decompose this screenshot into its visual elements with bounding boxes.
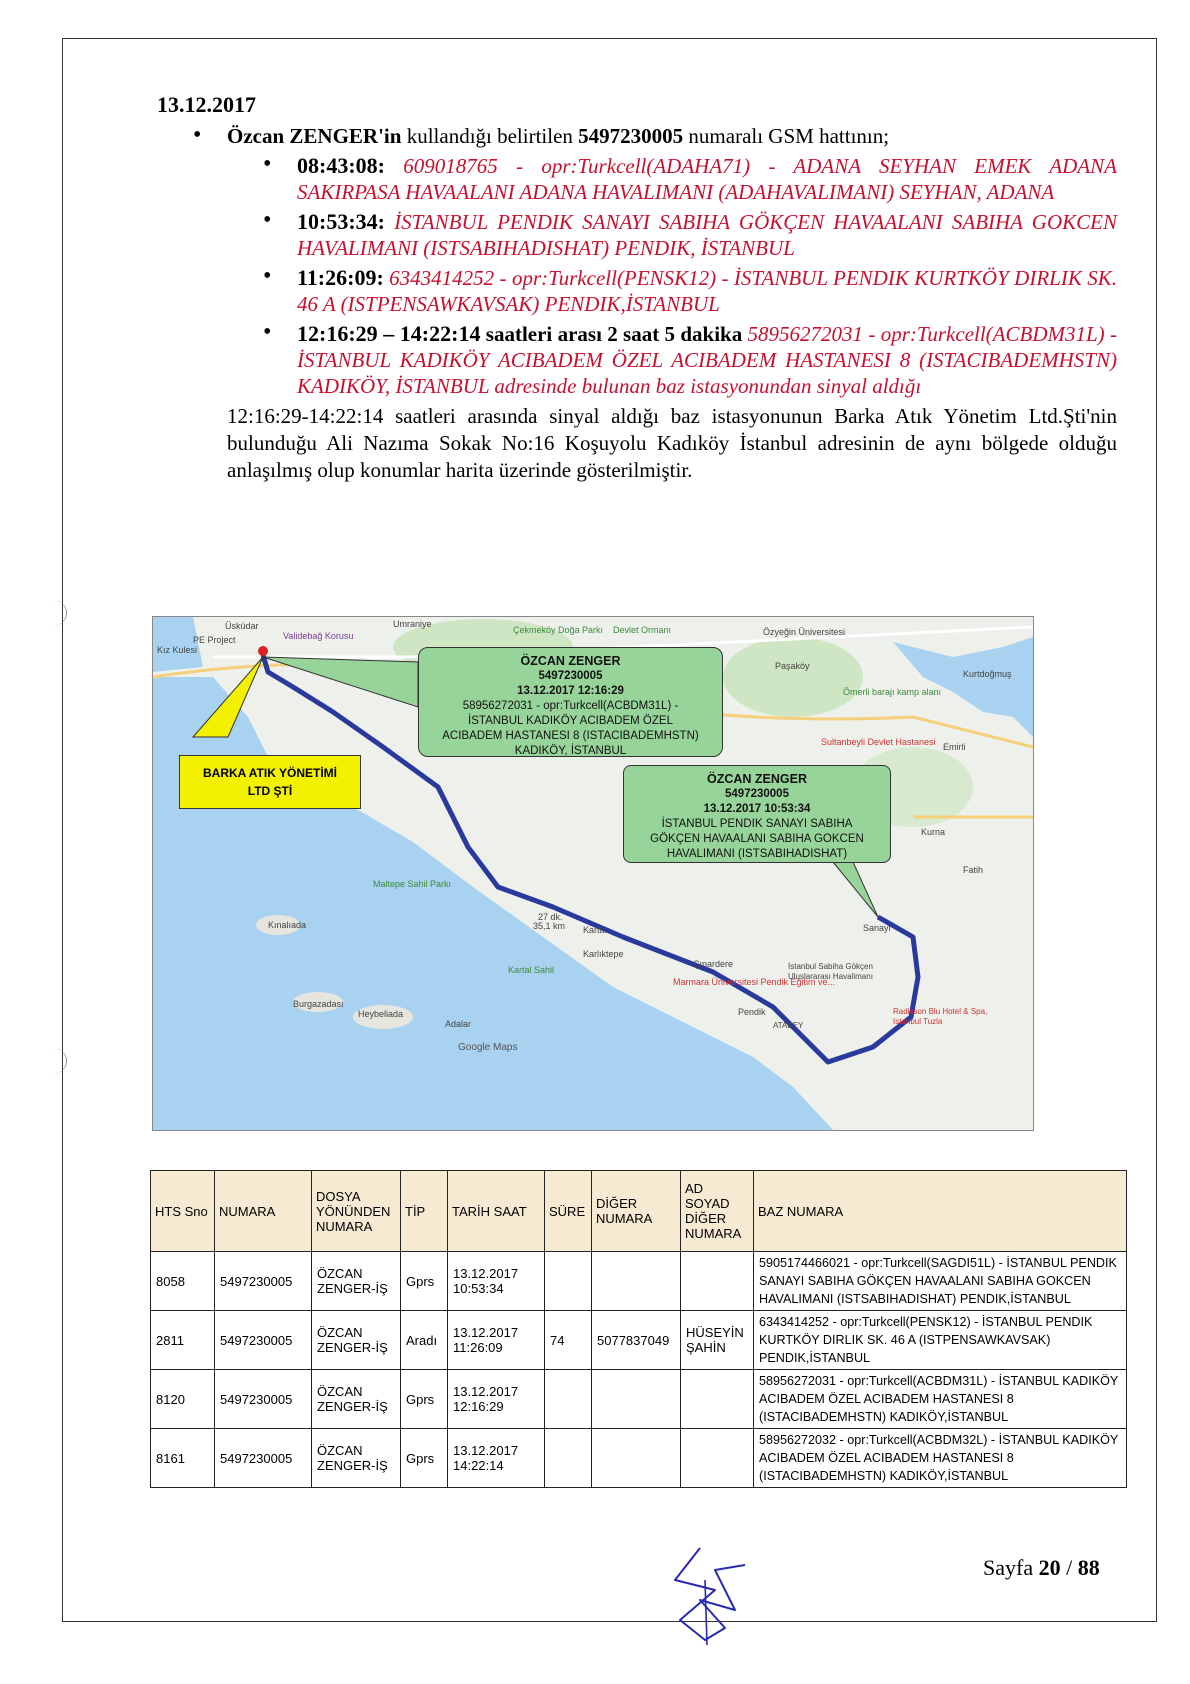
intro-text: kullandığı belirtilen bbox=[401, 124, 579, 148]
callout-line: KADIKÖY, İSTANBUL bbox=[514, 745, 627, 757]
punch-hole bbox=[40, 1048, 67, 1074]
map-label: Kınalıada bbox=[268, 920, 307, 930]
page-label: Sayfa bbox=[983, 1555, 1039, 1580]
cell-ad bbox=[681, 1252, 754, 1311]
entry-text: 609018765 - opr:Turkcell(ADAHA71) - ADANA SEYHAN EMEK ADANA SAKIRPASA HAVAALANI ADANA HAVALIMANI (ADAHAVALIMANI) SEYHAN, ADANA bbox=[297, 154, 1117, 204]
cell-numara: 5497230005 bbox=[215, 1311, 312, 1370]
cell-tip: Gprs bbox=[401, 1252, 448, 1311]
barka-location-label bbox=[179, 755, 361, 809]
cell-sno: 8120 bbox=[151, 1370, 215, 1429]
person-name: Özcan ZENGER'in bbox=[227, 124, 402, 148]
map-label: Özyeğin Üniversitesi bbox=[763, 627, 846, 637]
cell-ad bbox=[681, 1429, 754, 1488]
cell-dosya: ÖZCAN ZENGER-İŞ bbox=[312, 1252, 401, 1311]
map-label: Heybeliada bbox=[358, 1009, 404, 1019]
cell-tip: Aradı bbox=[401, 1311, 448, 1370]
map-label: PE Project bbox=[193, 635, 236, 645]
entry-text: 6343414252 - opr:Turkcell(PENSK12) - İSTANBUL PENDIK KURTKÖY DIRLIK SK. 46 A (ISTPENSAWKAVSAK) PENDIK,İSTANBUL bbox=[297, 266, 1117, 316]
document-body bbox=[157, 92, 1117, 484]
map-label: Maltepe Sahil Parkı bbox=[373, 879, 452, 889]
cell-sure bbox=[545, 1429, 592, 1488]
callout-line: GÖKÇEN HAVAALANI SABIHA GOKCEN bbox=[650, 833, 864, 845]
cell-tarih: 13.12.2017 14:22:14 bbox=[448, 1429, 545, 1488]
map-label: Çekmeköy Doğa Parkı bbox=[513, 625, 604, 635]
cell-baz: 58956272031 - opr:Turkcell(ACBDM31L) - İSTANBUL KADIKÖY ACIBADEM ÖZEL ACIBADEM HASTANESI 8 (ISTACIBADEMHSTN) KADIKÖY,İSTANBUL bbox=[754, 1370, 1127, 1429]
cell-numara: 5497230005 bbox=[215, 1429, 312, 1488]
callout-line: İSTANBUL KADIKÖY ACIBADEM ÖZEL bbox=[468, 715, 673, 727]
map-label: Kartal bbox=[583, 925, 607, 935]
map-label: Paşaköy bbox=[775, 661, 810, 671]
map-label: Umraniye bbox=[393, 619, 432, 629]
map-label: Pendik bbox=[738, 1007, 766, 1017]
page-sep: / bbox=[1060, 1555, 1078, 1580]
cell-sno: 8161 bbox=[151, 1429, 215, 1488]
cell-tip: Gprs bbox=[401, 1370, 448, 1429]
cell-dosya: ÖZCAN ZENGER-İŞ bbox=[312, 1370, 401, 1429]
cell-diger bbox=[592, 1252, 681, 1311]
map-label: Kurtdoğmuş bbox=[963, 669, 1012, 679]
page-number bbox=[983, 1555, 1100, 1581]
map-label: Emirli bbox=[943, 742, 966, 752]
signal-entries bbox=[227, 153, 1117, 399]
callout-line: 58956272031 - opr:Turkcell(ACBDM31L) - bbox=[462, 700, 679, 712]
signal-entry bbox=[297, 153, 1117, 205]
cell-tip: Gprs bbox=[401, 1429, 448, 1488]
cell-baz: 6343414252 - opr:Turkcell(PENSK12) - İSTANBUL PENDIK KURTKÖY DIRLIK SK. 46 A (ISTPENSAWKAVSAK) PENDIK,İSTANBUL bbox=[754, 1311, 1127, 1370]
cell-baz: 58956272032 - opr:Turkcell(ACBDM32L) - İSTANBUL KADIKÖY ACIBADEM ÖZEL ACIBADEM HASTANESI 8 (ISTACIBADEMHSTN) KADIKÖY,İSTANBUL bbox=[754, 1429, 1127, 1488]
column-header: DİĞER NUMARA bbox=[592, 1171, 681, 1252]
callout-line: İSTANBUL PENDIK SANAYI SABIHA bbox=[661, 818, 853, 830]
callout-number: 5497230005 bbox=[538, 670, 603, 682]
map-label: Kurna bbox=[921, 827, 946, 837]
signal-entry bbox=[297, 321, 1117, 399]
entry-text: 58956272031 - opr:Turkcell(ACBDM31L) - İSTANBUL KADIKÖY ACIBADEM ÖZEL ACIBADEM HASTANESI 8 (ISTACIBADEMHSTN) KADIKÖY, İSTANBUL adresinde bulunan baz istasyonundan sinyal aldığı bbox=[297, 322, 1117, 398]
entry-duration: saatleri arası 2 saat 5 dakika bbox=[480, 322, 743, 346]
punch-hole bbox=[40, 600, 67, 626]
barka-line1: BARKA ATIK YÖNETİMİ bbox=[203, 766, 337, 780]
cell-tarih: 13.12.2017 12:16:29 bbox=[448, 1370, 545, 1429]
cell-sno: 2811 bbox=[151, 1311, 215, 1370]
cell-diger bbox=[592, 1370, 681, 1429]
map-label: Radisson Blu Hotel & Spa, Istanbul Tuzla bbox=[893, 1007, 988, 1026]
cell-diger: 5077837049 bbox=[592, 1311, 681, 1370]
callout-number: 5497230005 bbox=[725, 788, 789, 800]
cell-numara: 5497230005 bbox=[215, 1252, 312, 1311]
table-row bbox=[151, 1429, 1127, 1488]
callout-title: ÖZCAN ZENGER bbox=[707, 772, 807, 786]
page-current: 20 bbox=[1038, 1555, 1061, 1580]
map-label: İstanbul Sabiha Gökçen Uluslararası Havalimanı bbox=[788, 962, 873, 981]
callout-title: ÖZCAN ZENGER bbox=[520, 654, 621, 668]
cell-diger bbox=[592, 1429, 681, 1488]
route-map bbox=[152, 616, 1034, 1131]
table-header-row bbox=[151, 1171, 1127, 1252]
column-header: AD SOYAD DİĞER NUMARA bbox=[681, 1171, 754, 1252]
signal-entry bbox=[297, 209, 1117, 261]
cell-ad bbox=[681, 1370, 754, 1429]
gsm-number: 5497230005 bbox=[578, 124, 684, 148]
column-header: TARİH SAAT bbox=[448, 1171, 545, 1252]
entry-time: 11:26:09: bbox=[297, 265, 384, 290]
table-row bbox=[151, 1370, 1127, 1429]
map-label: Sanayi bbox=[863, 923, 891, 933]
report-date: 13.12.2017 bbox=[157, 92, 256, 117]
route-distance: 35,1 km bbox=[533, 921, 566, 931]
map-label: Üsküdar bbox=[225, 621, 259, 631]
explanation-paragraph: 12:16:29-14:22:14 saatleri arasında sinyal aldığı baz istasyonunun Barka Atık Yönetim Ltd.Şti'nin bulunduğu Ali Nazıma Sokak No:16 Koşuyolu Kadıköy İstanbul adresinin de aynı bölgede olduğu anlaşılmış olup konumlar harita üzerinde gösterilmiştir. bbox=[227, 404, 1117, 482]
column-header: NUMARA bbox=[215, 1171, 312, 1252]
table-row bbox=[151, 1311, 1127, 1370]
cell-sure bbox=[545, 1370, 592, 1429]
map-label: Validebağ Korusu bbox=[283, 631, 354, 641]
gsm-line-item bbox=[227, 124, 1117, 399]
gsm-line-list bbox=[157, 124, 1117, 399]
callout-line: ACIBADEM HASTANESI 8 (ISTACIBADEMHSTN) bbox=[442, 730, 699, 742]
cell-sure: 74 bbox=[545, 1311, 592, 1370]
cell-baz: 5905174466021 - opr:Turkcell(SAGDI51L) - İSTANBUL PENDIK SANAYI SABIHA GÖKÇEN HAVAALANI SABIHA GOKCEN HAVALIMANI (ISTSABIHADISHAT) PENDIK,İSTANBUL bbox=[754, 1252, 1127, 1311]
cell-dosya: ÖZCAN ZENGER-İŞ bbox=[312, 1429, 401, 1488]
entry-time: 10:53:34: bbox=[297, 209, 385, 234]
cell-tarih: 13.12.2017 10:53:34 bbox=[448, 1252, 545, 1311]
map-attribution: Google Maps bbox=[458, 1042, 518, 1053]
callout-line: HAVALIMANI (ISTSABIHADISHAT) bbox=[666, 848, 848, 860]
map-label: Burgazadası bbox=[293, 999, 344, 1009]
callout-datetime: 13.12.2017 10:53:34 bbox=[703, 803, 811, 815]
entry-time: 12:16:29 – 14:22:14 bbox=[297, 321, 481, 346]
cell-dosya: ÖZCAN ZENGER-İŞ bbox=[312, 1311, 401, 1370]
cell-numara: 5497230005 bbox=[215, 1370, 312, 1429]
signal-entry bbox=[297, 265, 1117, 317]
page-total: 88 bbox=[1077, 1555, 1100, 1580]
map-label: Kız Kulesi bbox=[157, 645, 198, 655]
callout-sabiha bbox=[623, 765, 891, 863]
map-label: Kartal Sahil bbox=[508, 965, 555, 975]
map-label: Devlet Ormanı bbox=[613, 625, 672, 635]
map-label: Fatih bbox=[963, 865, 984, 875]
callout-acibadem bbox=[418, 647, 723, 757]
column-header: HTS Sno bbox=[151, 1171, 215, 1252]
map-label: Karlıktepe bbox=[583, 949, 624, 959]
column-header: BAZ NUMARA bbox=[754, 1171, 1127, 1252]
map-label: Adalar bbox=[445, 1019, 472, 1029]
cell-tarih: 13.12.2017 11:26:09 bbox=[448, 1311, 545, 1370]
column-header: DOSYA YÖNÜNDEN NUMARA bbox=[312, 1171, 401, 1252]
cell-ad: HÜSEYİN ŞAHİN bbox=[681, 1311, 754, 1370]
map-label: Ömerli barajı kamp alanı bbox=[843, 687, 942, 697]
callout-datetime: 13.12.2017 12:16:29 bbox=[517, 685, 624, 697]
map-label: Çınardere bbox=[693, 959, 734, 969]
column-header: SÜRE bbox=[545, 1171, 592, 1252]
hts-records-table bbox=[150, 1170, 1127, 1488]
table-row bbox=[151, 1252, 1127, 1311]
cell-sure bbox=[545, 1252, 592, 1311]
cell-sno: 8058 bbox=[151, 1252, 215, 1311]
entry-text: İSTANBUL PENDIK SANAYI SABIHA GÖKÇEN HAVAALANI SABIHA GOKCEN HAVALIMANI (ISTSABIHADISHAT) PENDIK, İSTANBUL bbox=[297, 210, 1117, 260]
column-header: TİP bbox=[401, 1171, 448, 1252]
signature-mark bbox=[645, 1540, 765, 1650]
map-label: ATABEY bbox=[773, 1021, 804, 1030]
route-duration: 27 dk. bbox=[538, 912, 563, 922]
intro-text-end: numaralı GSM hattının; bbox=[683, 124, 890, 148]
map-label: Marmara Üniversitesi Pendik Eğitim ve... bbox=[673, 977, 836, 987]
entry-time: 08:43:08: bbox=[297, 153, 385, 178]
map-label: Sultanbeyli Devlet Hastanesi bbox=[821, 737, 936, 747]
barka-line2: LTD ŞTİ bbox=[247, 784, 293, 798]
